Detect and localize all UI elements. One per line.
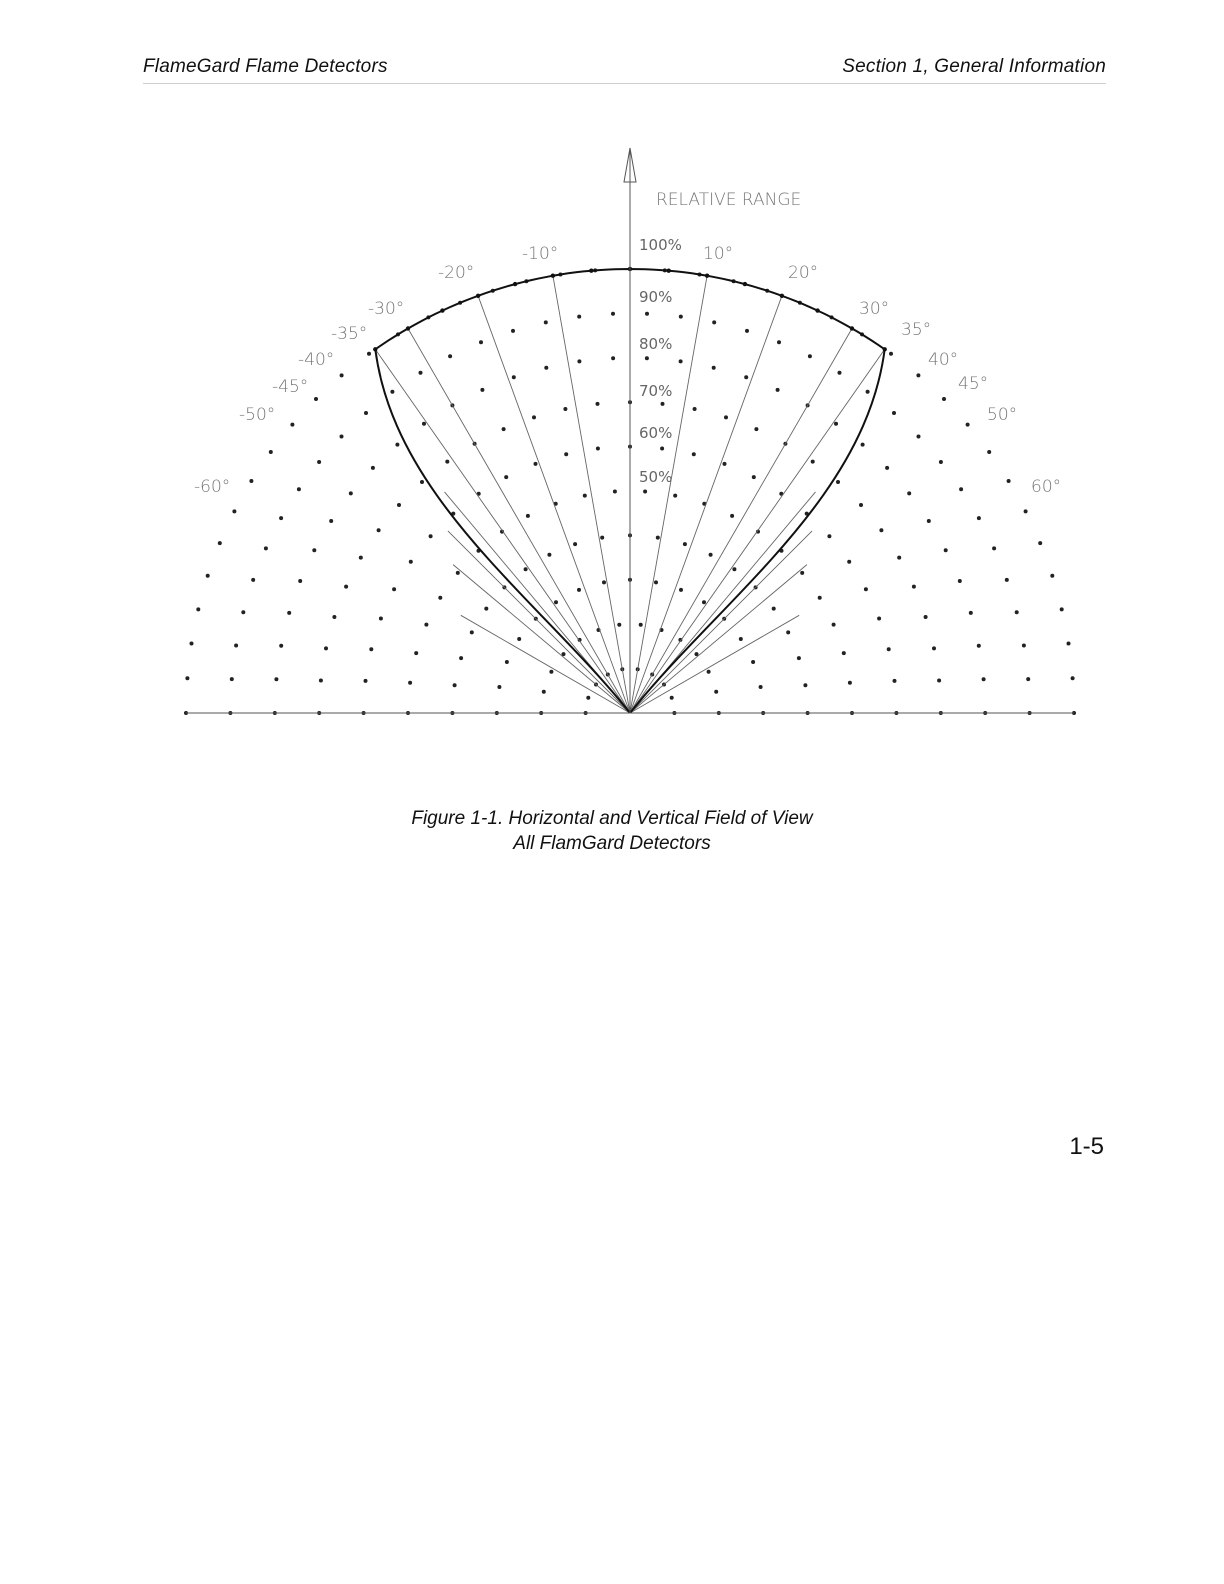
grid-dot — [573, 542, 577, 546]
grid-dot — [419, 371, 423, 375]
envelope-dot — [780, 294, 784, 298]
grid-dot — [564, 452, 568, 456]
grid-dot — [982, 677, 986, 681]
grid-dot — [712, 366, 716, 370]
angle-label-left: -50° — [239, 405, 276, 425]
grid-dot — [526, 514, 530, 518]
grid-dot — [497, 685, 501, 689]
grid-dot — [390, 390, 394, 394]
grid-dot — [379, 617, 383, 621]
grid-dot — [319, 679, 323, 683]
grid-dot — [937, 679, 941, 683]
grid-dot — [692, 452, 696, 456]
grid-dot — [290, 423, 294, 427]
grid-dot — [1022, 644, 1026, 648]
angle-label-right: 30° — [859, 299, 890, 319]
angle-ray — [478, 296, 630, 713]
angle-label-left: -35° — [331, 324, 368, 344]
grid-dot — [190, 642, 194, 646]
grid-dot — [364, 411, 368, 415]
grid-dot — [797, 656, 801, 660]
grid-dot — [542, 690, 546, 694]
grid-dot — [583, 494, 587, 498]
grid-dot — [759, 685, 763, 689]
grid-dot — [344, 585, 348, 589]
grid-dot — [1038, 541, 1042, 545]
grid-dot — [420, 480, 424, 484]
grid-dot — [1060, 607, 1064, 611]
grid-dot — [670, 696, 674, 700]
grid-dot — [714, 690, 718, 694]
grid-dot — [445, 460, 449, 464]
envelope-dot — [850, 326, 854, 330]
grid-dot — [977, 516, 981, 520]
grid-dot — [859, 503, 863, 507]
grid-dot — [832, 623, 836, 627]
grid-dot — [317, 460, 321, 464]
grid-dot — [959, 487, 963, 491]
envelope-dot — [476, 294, 480, 298]
grid-dot — [602, 580, 606, 584]
grid-dot — [772, 607, 776, 611]
grid-dot — [916, 373, 920, 377]
grid-dot — [524, 567, 528, 571]
grid-dot — [359, 556, 363, 560]
grid-dot — [777, 340, 781, 344]
grid-dot — [887, 647, 891, 651]
grid-dot — [730, 514, 734, 518]
grid-dot — [297, 487, 301, 491]
grid-dot — [392, 587, 396, 591]
angle-label-left: -20° — [438, 263, 475, 283]
angle-ray — [375, 349, 630, 713]
grid-dot — [987, 450, 991, 454]
grid-dot — [409, 560, 413, 564]
grid-dot — [907, 491, 911, 495]
grid-dot — [639, 623, 643, 627]
grid-dot — [364, 679, 368, 683]
angle-labels — [194, 244, 1061, 497]
grid-dot — [480, 388, 484, 392]
grid-dot — [371, 466, 375, 470]
grid-dot — [827, 534, 831, 538]
grid-dot — [683, 542, 687, 546]
grid-dot — [932, 646, 936, 650]
grid-dot — [897, 556, 901, 560]
grid-dot — [958, 579, 962, 583]
running-header-section: Section 1, General Information — [842, 56, 1106, 77]
grid-dot — [992, 546, 996, 550]
percent-label: 90% — [639, 288, 673, 306]
envelope-dot — [440, 308, 444, 312]
grid-dot — [679, 588, 683, 592]
grid-dot — [397, 503, 401, 507]
angle-ray — [461, 615, 630, 713]
grid-dot — [613, 490, 617, 494]
grid-dot — [269, 450, 273, 454]
grid-dot — [448, 354, 452, 358]
angle-label-left: -60° — [194, 477, 231, 497]
angle-ray — [630, 615, 799, 713]
grid-dot — [661, 402, 665, 406]
envelope-dot — [513, 282, 517, 286]
grid-dot — [808, 354, 812, 358]
grid-dot — [611, 312, 615, 316]
grid-dot — [324, 646, 328, 650]
grid-dot — [942, 397, 946, 401]
grid-dot — [866, 390, 870, 394]
grid-dot — [693, 407, 697, 411]
grid-dot — [732, 567, 736, 571]
angle-label-right: 35° — [901, 320, 932, 340]
grid-dot — [512, 375, 516, 379]
grid-dot — [842, 651, 846, 655]
grid-dot — [939, 460, 943, 464]
grid-dot — [414, 651, 418, 655]
grid-dot — [429, 534, 433, 538]
grid-dot — [889, 352, 893, 356]
grid-dot — [502, 427, 506, 431]
grid-dot — [279, 516, 283, 520]
grid-dot — [314, 397, 318, 401]
grid-dot — [596, 402, 600, 406]
grid-dot — [408, 681, 412, 685]
grid-dot — [848, 681, 852, 685]
grid-dot — [367, 352, 371, 356]
grid-dot — [969, 611, 973, 615]
grid-dot — [484, 607, 488, 611]
grid-dot — [459, 656, 463, 660]
grid-dot — [563, 407, 567, 411]
grid-dot — [752, 475, 756, 479]
envelope-dot — [743, 282, 747, 286]
grid-dot — [505, 660, 509, 664]
grid-dot — [340, 373, 344, 377]
grid-dot — [456, 571, 460, 575]
grid-dot — [745, 329, 749, 333]
grid-dot — [422, 422, 426, 426]
grid-dot — [917, 435, 921, 439]
grid-dot — [617, 623, 621, 627]
angle-label-right: 45° — [958, 374, 989, 394]
grid-dot — [549, 670, 553, 674]
angle-label-left: -40° — [298, 350, 335, 370]
grid-dot — [424, 623, 428, 627]
grid-dot — [751, 660, 755, 664]
grid-dot — [264, 546, 268, 550]
percent-label: 100% — [639, 236, 682, 254]
grid-dot — [234, 644, 238, 648]
percent-label: 60% — [639, 424, 673, 442]
grid-dot — [586, 696, 590, 700]
grid-dot — [924, 615, 928, 619]
grid-dot — [544, 320, 548, 324]
percent-label: 50% — [639, 468, 673, 486]
grid-dot — [818, 596, 822, 600]
grid-dot — [241, 610, 245, 614]
grid-dot — [547, 553, 551, 557]
grid-dot — [504, 475, 508, 479]
grid-dot — [577, 315, 581, 319]
grid-dot — [349, 491, 353, 495]
grid-dot — [1026, 677, 1030, 681]
grid-dot — [544, 366, 548, 370]
grid-dot — [196, 607, 200, 611]
grid-dot — [596, 447, 600, 451]
grid-dot — [927, 519, 931, 523]
grid-dot — [877, 617, 881, 621]
page-number: 1-5 — [1069, 1133, 1104, 1160]
grid-dot — [1050, 574, 1054, 578]
angle-label-right: 20° — [788, 263, 819, 283]
grid-dot — [803, 683, 807, 687]
grid-dot — [287, 611, 291, 615]
grid-dot — [645, 356, 649, 360]
grid-dot — [811, 460, 815, 464]
grid-dot — [864, 587, 868, 591]
grid-dot — [656, 536, 660, 540]
grid-dot — [838, 371, 842, 375]
grid-dot — [643, 490, 647, 494]
grid-dot — [453, 683, 457, 687]
grid-dot — [712, 320, 716, 324]
grid-dot — [912, 585, 916, 589]
grid-dot — [645, 312, 649, 316]
angle-label-left: -30° — [368, 299, 405, 319]
grid-dot — [879, 528, 883, 532]
percent-label: 70% — [639, 382, 673, 400]
grid-dot — [660, 447, 664, 451]
grid-dot — [966, 423, 970, 427]
grid-dot — [893, 679, 897, 683]
grid-dot — [776, 388, 780, 392]
percent-label: 80% — [639, 335, 673, 353]
grid-dot — [511, 329, 515, 333]
angle-label-right: 40° — [928, 350, 959, 370]
grid-dot — [554, 600, 558, 604]
angle-ray — [630, 349, 885, 713]
grid-dot — [1007, 479, 1011, 483]
grid-dot — [1024, 509, 1028, 513]
grid-dot — [892, 411, 896, 415]
grid-dot — [534, 462, 538, 466]
grid-dot — [206, 574, 210, 578]
grid-dot — [611, 356, 615, 360]
envelope-dot — [589, 269, 593, 273]
grid-dot — [332, 615, 336, 619]
envelope-dot — [406, 326, 410, 330]
grid-dot — [723, 462, 727, 466]
angle-label-left: -45° — [272, 377, 309, 397]
grid-dot — [861, 443, 865, 447]
figure-caption-line2: All FlamGard Detectors — [513, 833, 711, 854]
grid-dot — [977, 644, 981, 648]
grid-dot — [340, 435, 344, 439]
envelope-dot — [667, 269, 671, 273]
envelope-dot — [815, 308, 819, 312]
grid-dot — [673, 494, 677, 498]
grid-dot — [369, 647, 373, 651]
grid-dot — [279, 644, 283, 648]
grid-dot — [249, 479, 253, 483]
grid-dot — [739, 637, 743, 641]
grid-dot — [786, 630, 790, 634]
grid-dot — [329, 519, 333, 523]
grid-dot — [517, 637, 521, 641]
angle-label-right: 50° — [987, 405, 1018, 425]
grid-dot — [1067, 642, 1071, 646]
grid-dot — [744, 375, 748, 379]
axis-title: RELATIVE RANGE — [656, 190, 802, 210]
grid-dot — [532, 415, 536, 419]
grid-dot — [707, 670, 711, 674]
grid-dot — [654, 580, 658, 584]
grid-dot — [800, 571, 804, 575]
envelope-dot — [551, 274, 555, 278]
grid-dot — [834, 422, 838, 426]
grid-dot — [600, 536, 604, 540]
grid-dot — [377, 528, 381, 532]
grid-dot — [218, 541, 222, 545]
grid-dot — [885, 466, 889, 470]
field-of-view-polar-chart — [0, 0, 1224, 780]
grid-dot — [470, 630, 474, 634]
grid-dot — [298, 579, 302, 583]
grid-dot — [1005, 578, 1009, 582]
grid-dot — [679, 315, 683, 319]
grid-dot — [1015, 610, 1019, 614]
grid-dot — [230, 677, 234, 681]
grid-dot — [702, 600, 706, 604]
envelope-dot — [705, 274, 709, 278]
grid-dot — [709, 553, 713, 557]
angle-label-left: -10° — [522, 244, 559, 264]
envelope-dot — [883, 347, 887, 351]
grid-dot — [232, 509, 236, 513]
angle-label-right: 10° — [703, 244, 734, 264]
grid-dot — [847, 560, 851, 564]
running-header-title: FlameGard Flame Detectors — [143, 56, 388, 77]
grid-dot — [679, 359, 683, 363]
grid-dot — [754, 427, 758, 431]
grid-dot — [724, 415, 728, 419]
figure-caption-line1: Figure 1-1. Horizontal and Vertical Field of View — [411, 808, 813, 829]
grid-dot — [479, 340, 483, 344]
grid-dot — [836, 480, 840, 484]
grid-dot — [577, 588, 581, 592]
angle-label-right: 60° — [1031, 477, 1062, 497]
grid-dot — [251, 578, 255, 582]
grid-dot — [577, 359, 581, 363]
angle-ray — [630, 296, 782, 713]
grid-dot — [944, 548, 948, 552]
grid-dot — [312, 548, 316, 552]
grid-dot — [1071, 676, 1075, 680]
grid-dot — [185, 676, 189, 680]
grid-dot — [395, 443, 399, 447]
grid-dot — [438, 596, 442, 600]
angle-ray — [408, 329, 630, 714]
envelope-dot — [373, 347, 377, 351]
grid-dot — [274, 677, 278, 681]
